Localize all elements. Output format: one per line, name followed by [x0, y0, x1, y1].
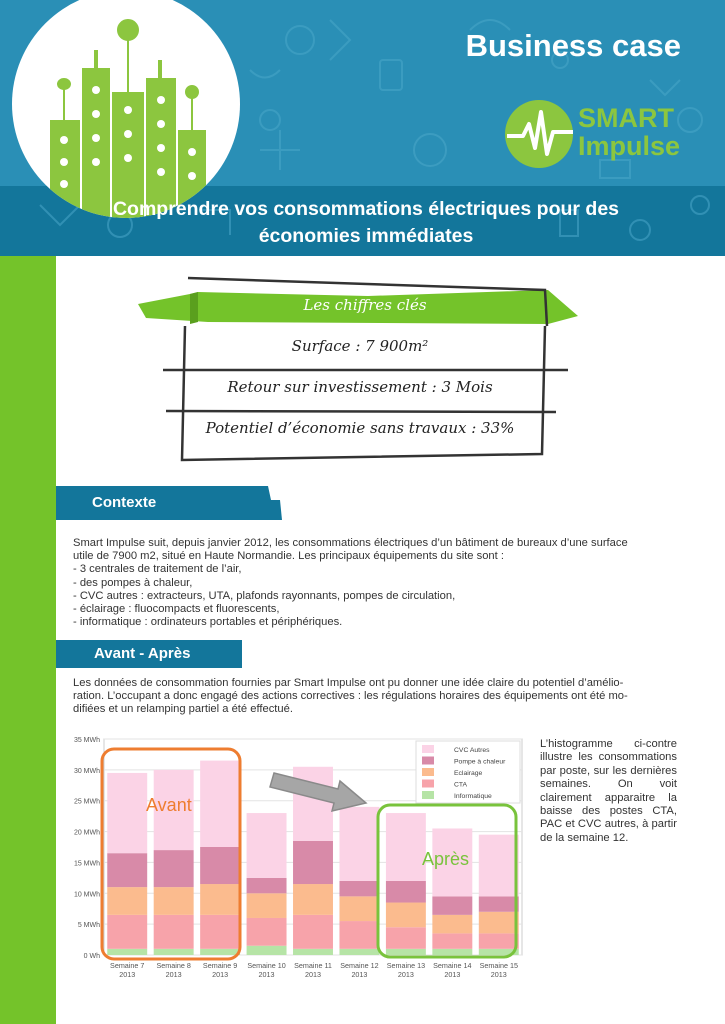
bar-segment [200, 761, 240, 847]
x-tick-label: Semaine 7 [110, 961, 145, 970]
left-accent-bar [0, 256, 56, 1024]
y-tick-label: 15 MWh [73, 860, 100, 868]
y-tick-label: 5 MWh [77, 922, 100, 930]
legend-swatch [422, 791, 434, 799]
bar-segment [293, 841, 333, 884]
key-figures-heading: Les chiffres clés [303, 296, 427, 314]
x-tick-label: 2013 [444, 970, 461, 979]
bar-segment [154, 850, 194, 887]
key-figure-surface: Surface : 7 900m² [291, 337, 429, 355]
x-tick-label: 2013 [397, 970, 414, 979]
bar-segment [107, 887, 147, 915]
legend-label: Pompe à chaleur [454, 758, 506, 766]
chart-description: L’histogramme ci-contre illustre les consommations par poste, sur les dernières semaines. On voit clairement apparaitre la baisse des postes CTA, PAC et CVC autres, à partir de la semaine 12. [540, 738, 677, 844]
legend-label: CVC Autres [454, 747, 490, 754]
bar-segment [247, 918, 287, 946]
apres-label: Après [422, 849, 470, 869]
chart-svg [70, 733, 530, 983]
x-tick-label: Semaine 15 [479, 961, 518, 970]
bar-segment [479, 896, 519, 911]
x-tick-label: 2013 [258, 970, 275, 979]
contexte-text: Smart Impulse suit, depuis janvier 2012, les consommations électriques d’un bâtiment de bureaux d’une surface utile de 7900 m2, situé en Haute Normandie. Les principaux équipements du site sont : - 3 centrales de traitement de l’air, - des pompes à chaleur, - CVC autres : extracteurs, UTA, plafonds rayonnants, pompes de circulation, - éclairage : fluocompacts et fluorescents, - informatique : ordinateurs portables et périphériques. [73, 537, 628, 629]
bar-segment [479, 912, 519, 934]
bar-segment [339, 949, 379, 955]
bar-segment [154, 915, 194, 949]
bar-segment [200, 847, 240, 884]
legend-swatch [422, 780, 434, 788]
x-tick-label: Semaine 13 [386, 961, 426, 970]
avant-apres-heading: Avant - Après [94, 645, 191, 662]
bar-segment [107, 773, 147, 853]
y-tick-label: 0 Wh [83, 953, 100, 960]
bar-segment [386, 813, 426, 881]
legend-swatch [422, 745, 434, 753]
legend-label: Informatique [454, 793, 492, 800]
y-tick-label: 10 MWh [73, 891, 100, 899]
avant-apres-text: Les données de consommation fournies par Smart Impulse ont pu donner une idée claire du potentiel d’amélio- ration. L’occupant a donc engagé des actions correctives : les régulations horaires des équipements ont été mo- difiées et un relamping partiel a été effectué. [73, 677, 628, 716]
x-tick-label: Semaine 12 [340, 961, 379, 970]
bar-segment [386, 903, 426, 928]
key-figure-savings: Potentiel d’économie sans travaux : 33% [205, 419, 515, 437]
legend-label: CTA [454, 781, 468, 789]
bar-segment [200, 949, 240, 955]
bar-segment [247, 878, 287, 893]
bar-segment [107, 853, 147, 887]
bar-segment [432, 915, 472, 934]
x-tick-label: 2013 [119, 970, 136, 979]
x-tick-label: 2013 [165, 970, 182, 979]
bar-segment [200, 884, 240, 915]
bar-segment [200, 915, 240, 949]
x-tick-label: Semaine 8 [156, 961, 191, 970]
legend-swatch [422, 757, 434, 765]
bar-segment [432, 933, 472, 948]
bar-segment [432, 896, 472, 915]
bar-segment [247, 946, 287, 955]
bar-segment [293, 767, 333, 841]
x-tick-label: Semaine 10 [247, 961, 286, 970]
bar-segment [107, 949, 147, 955]
bar-segment [154, 949, 194, 955]
bar-segment [386, 949, 426, 955]
x-tick-label: 2013 [351, 970, 368, 979]
bar-segment [339, 807, 379, 881]
bar-segment [479, 835, 519, 897]
page-title: Business case [465, 28, 681, 63]
consumption-chart [70, 733, 530, 983]
bar-segment [479, 933, 519, 948]
key-figure-roi: Retour sur investissement : 3 Mois [227, 378, 493, 396]
avant-label: Avant [146, 795, 192, 815]
x-tick-label: Semaine 14 [433, 961, 472, 970]
logo-text: SMART Impulse [578, 103, 681, 161]
bar-segment [339, 921, 379, 949]
y-tick-label: 35 MWh [73, 737, 100, 744]
x-tick-label: 2013 [305, 970, 321, 979]
y-tick-label: 20 MWh [73, 829, 100, 837]
y-tick-label: 30 MWh [73, 767, 100, 775]
x-tick-label: 2013 [212, 970, 229, 979]
x-tick-label: Semaine 11 [294, 961, 332, 970]
bar-segment [107, 915, 147, 949]
legend-swatch [422, 768, 434, 776]
city-illustration [12, 0, 240, 218]
bar-segment [247, 893, 287, 918]
header-banner [0, 0, 725, 256]
bar-segment [247, 813, 287, 878]
x-tick-label: 2013 [490, 970, 507, 979]
bar-segment [339, 896, 379, 921]
x-tick-label: Semaine 9 [202, 961, 238, 970]
bar-segment [154, 887, 194, 915]
bar-segment [293, 949, 333, 955]
bar-segment [386, 881, 426, 903]
contexte-banner [56, 486, 286, 520]
bar-segment [293, 915, 333, 949]
bar-segment [432, 949, 472, 955]
bar-segment [386, 927, 426, 949]
y-tick-label: 25 MWh [73, 798, 100, 806]
page-subtitle: Comprendre vos consommations électriques pour des économies immédiates [112, 198, 620, 247]
bar-segment [293, 884, 333, 915]
legend-label: Eclairage [454, 770, 483, 777]
contexte-heading: Contexte [92, 494, 157, 511]
bar-segment [339, 881, 379, 896]
